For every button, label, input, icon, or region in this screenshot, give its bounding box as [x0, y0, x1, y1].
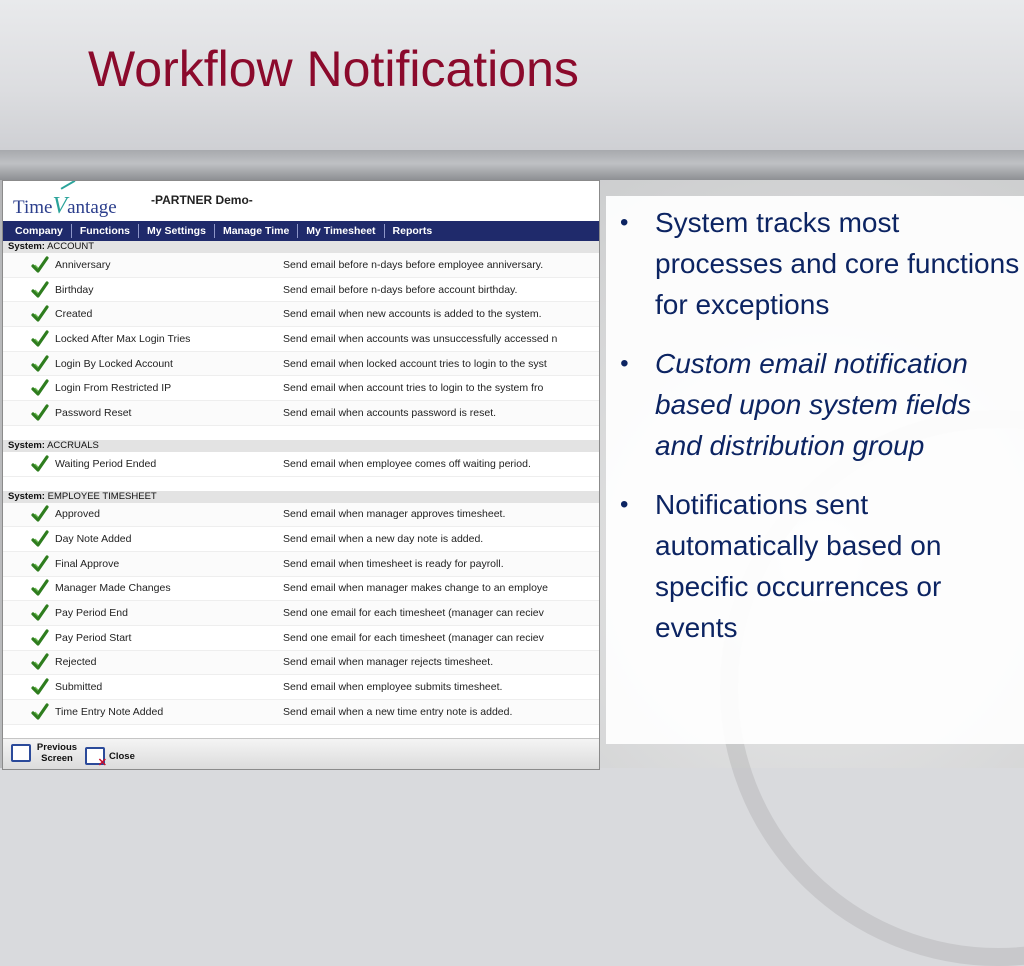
close-icon [85, 747, 105, 765]
checkmark-icon[interactable] [31, 330, 49, 348]
notification-row[interactable] [3, 376, 599, 401]
notification-row[interactable] [3, 601, 599, 626]
notification-row[interactable] [3, 503, 599, 528]
section-gap [3, 477, 599, 491]
logo-part3: antage [67, 197, 117, 218]
notification-row[interactable] [3, 327, 599, 352]
notification-row[interactable] [3, 552, 599, 577]
notification-name[interactable]: Login From Restricted IP [55, 382, 172, 395]
notification-name[interactable]: Pay Period End [55, 607, 128, 620]
main-menu [3, 221, 599, 241]
section-label: System: [8, 241, 45, 252]
section-header [3, 440, 599, 452]
checkmark-icon[interactable] [31, 555, 49, 573]
notification-row[interactable] [3, 401, 599, 426]
notification-row[interactable] [3, 651, 599, 676]
notification-description: Send email before n-days before employee anniversary. [283, 258, 544, 271]
logo-part1: Time [13, 197, 53, 218]
section-header [3, 241, 599, 253]
menu-item-my-timesheet[interactable]: My Timesheet [298, 224, 384, 238]
section-header [3, 491, 599, 503]
notification-description: Send email before n-days before account birthday. [283, 283, 518, 296]
notification-name[interactable]: Day Note Added [55, 533, 132, 546]
company-name: -PARTNER Demo- [151, 193, 253, 207]
notification-description: Send email when accounts password is reset. [283, 406, 497, 419]
notification-description: Send email when timesheet is ready for payroll. [283, 557, 504, 570]
notification-name[interactable]: Approved [55, 508, 100, 521]
notification-description: Send email when account tries to login to the system fro [283, 382, 544, 395]
notification-row[interactable] [3, 278, 599, 303]
checkmark-icon[interactable] [31, 629, 49, 647]
notification-row[interactable] [3, 302, 599, 327]
notification-name[interactable]: Submitted [55, 681, 103, 694]
notification-description: Send email when manager rejects timesheet. [283, 656, 494, 669]
checkmark-icon[interactable] [31, 678, 49, 696]
notification-name[interactable]: Time Entry Note Added [55, 705, 164, 718]
notification-description: Send one email for each timesheet (manager can reciev [283, 607, 544, 620]
section-name: EMPLOYEE TIMESHEET [47, 490, 157, 502]
checkmark-icon[interactable] [31, 579, 49, 597]
notification-description: Send email when manager makes change to an employe [283, 582, 548, 595]
notification-row[interactable] [3, 626, 599, 651]
checkmark-icon[interactable] [31, 256, 49, 274]
notification-name[interactable]: Password Reset [55, 406, 132, 419]
notification-row[interactable] [3, 527, 599, 552]
notification-row[interactable] [3, 452, 599, 477]
notification-name[interactable]: Waiting Period Ended [55, 457, 157, 470]
notification-list [3, 241, 599, 725]
checkmark-icon[interactable] [31, 530, 49, 548]
checkmark-icon[interactable] [31, 653, 49, 671]
section-label: System: [8, 490, 45, 502]
close-label: Close [109, 750, 135, 762]
app-screenshot [2, 180, 600, 770]
bullet-list [606, 196, 1024, 648]
notification-name[interactable]: Created [55, 308, 93, 321]
notification-name[interactable]: Rejected [55, 656, 97, 669]
notification-name[interactable]: Locked After Max Login Tries [55, 332, 191, 345]
notification-row[interactable] [3, 700, 599, 725]
notification-name[interactable]: Login By Locked Account [55, 357, 173, 370]
section-gap [3, 426, 599, 440]
notification-name[interactable]: Final Approve [55, 557, 120, 570]
previous-screen-icon [11, 744, 31, 762]
app-footer [3, 738, 599, 769]
bullet-item: • Custom email notification based upon system fields and distribution group [606, 343, 1024, 466]
checkmark-icon[interactable] [31, 703, 49, 721]
previous-screen-label: Previous Screen [36, 742, 78, 764]
menu-item-reports[interactable]: Reports [392, 225, 433, 237]
checkmark-icon[interactable] [31, 305, 49, 323]
menu-item-manage-time[interactable]: Manage Time [215, 224, 298, 238]
checkmark-icon[interactable] [31, 379, 49, 397]
notification-description: Send email when new accounts is added to the system. [283, 308, 542, 321]
section-label: System: [8, 439, 45, 451]
slide-header [0, 0, 1024, 150]
section-name: ACCRUALS [47, 439, 99, 451]
notification-description: Send email when locked account tries to login to the syst [283, 357, 547, 370]
notification-description: Send email when manager approves timesheet. [283, 508, 506, 521]
notification-name[interactable]: Manager Made Changes [55, 582, 171, 595]
menu-item-functions[interactable]: Functions [72, 224, 139, 238]
section-name: ACCOUNT [47, 241, 95, 252]
notification-name[interactable]: Pay Period Start [55, 631, 132, 644]
notification-row[interactable] [3, 675, 599, 700]
menu-item-company[interactable]: Company [7, 224, 72, 238]
notification-row[interactable] [3, 352, 599, 377]
app-header [3, 181, 599, 221]
notification-description: Send email when a new time entry note is added. [283, 705, 513, 718]
previous-screen-button[interactable] [11, 742, 79, 764]
notification-row[interactable] [3, 577, 599, 602]
menu-item-my-settings[interactable]: My Settings [139, 224, 215, 238]
bullet-item: • System tracks most processes and core functions for exceptions [606, 202, 1024, 325]
notification-name[interactable]: Birthday [55, 283, 94, 296]
notification-description: Send one email for each timesheet (manager can reciev [283, 631, 544, 644]
notification-description: Send email when accounts was unsuccessfully accessed n [283, 332, 558, 345]
notification-name[interactable]: Anniversary [55, 258, 111, 271]
checkmark-icon[interactable] [31, 604, 49, 622]
checkmark-icon[interactable] [31, 505, 49, 523]
notification-description: Send email when a new day note is added. [283, 533, 484, 546]
bullet-panel [606, 196, 1024, 744]
notification-row[interactable] [3, 253, 599, 278]
checkmark-icon[interactable] [31, 281, 49, 299]
close-button[interactable] [85, 747, 135, 765]
notification-description: Send email when employee comes off waiting period. [283, 457, 531, 470]
bullet-item: • Notifications sent automatically based on specific occurrences or events [606, 484, 1024, 648]
checkmark-icon[interactable] [31, 404, 49, 422]
notification-description: Send email when employee submits timesheet. [283, 681, 503, 694]
slide-title: Workflow Notifications [88, 41, 579, 97]
logo-part2: V [52, 193, 68, 219]
header-band [0, 150, 1024, 180]
checkmark-icon[interactable] [31, 355, 49, 373]
checkmark-icon[interactable] [31, 455, 49, 473]
